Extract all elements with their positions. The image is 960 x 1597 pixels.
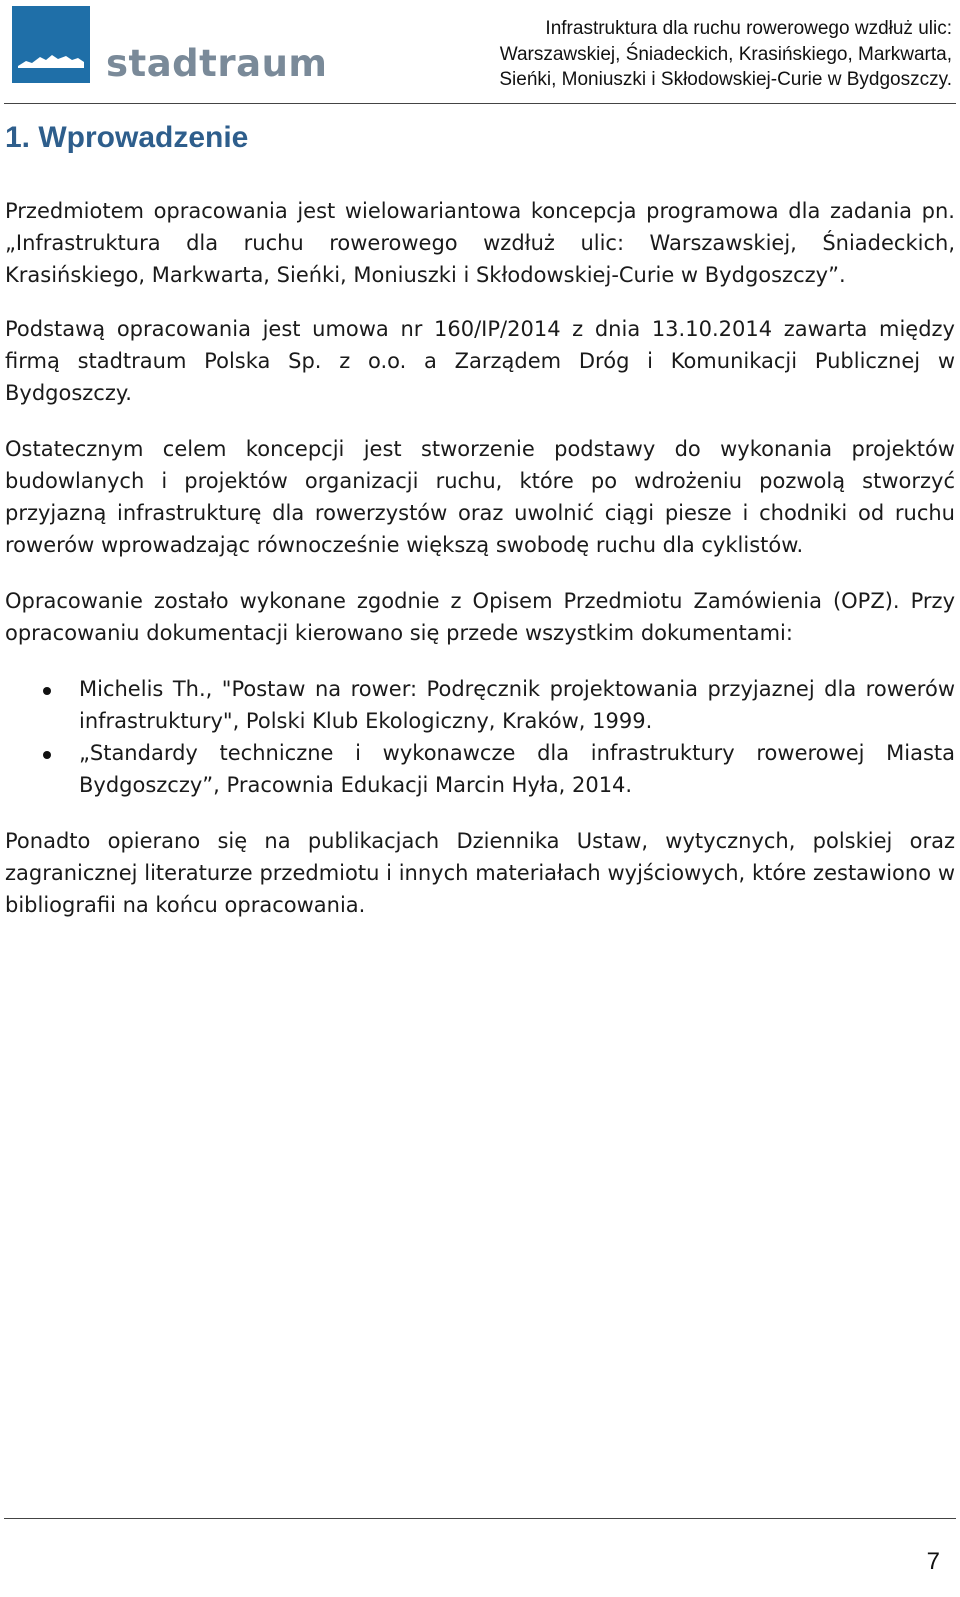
section-heading: 1. Wprowadzenie — [5, 121, 249, 154]
list-item-text: Michelis Th., "Postaw na rower: Podręcznik projektowania przyjaznej dla rowerów infrastruktury", Polski Klub Ekologiczny, Kraków, 1999. — [79, 677, 955, 733]
bullet-icon — [43, 687, 51, 695]
page-header — [0, 0, 960, 105]
title-line: Sieńki, Moniuszki i Skłodowskiej-Curie w Bydgoszczy. — [499, 69, 952, 90]
paragraph-subject: Przedmiotem opracowania jest wielowariantowa koncepcja programowa dla zadania pn. „Infrastruktura dla ruchu rowerowego wzdłuż ulic: Warszawskiej, Śniadeckich, Krasińskiego, Markwarta, Sieńki, Moniuszki i Skłodowskiej-Curie w Bydgoszczy”. — [5, 199, 955, 287]
paragraph-goal: Ostatecznym celem koncepcji jest stworzenie podstawy do wykonania projektów budowlanych i projektów organizacji ruchu, które po wdrożeniu pozwolą stworzyć przyjazną infrastrukturę dla rowerzystów oraz uwolnić ciągi piesze i chodniki od ruchu rowerów wprowadzając równocześnie większą swobodę ruchu dla cyklistów. — [5, 437, 955, 557]
page-content — [5, 118, 955, 921]
header-divider — [4, 103, 956, 104]
list-item — [5, 673, 955, 737]
title-line: Warszawskiej, Śniadeckich, Krasińskiego, Markwarta, — [499, 43, 952, 65]
page-number: 7 — [926, 1548, 940, 1575]
stadtraum-logo-icon — [12, 6, 90, 83]
logo-wordmark: stadtraum — [106, 42, 328, 85]
list-item-text: „Standardy techniczne i wykonawcze dla infrastruktury rowerowej Miasta Bydgoszczy”, Pracownia Edukacji Marcin Hyła, 2014. — [79, 741, 955, 797]
paragraph-closing: Ponadto opierano się na publikacjach Dziennika Ustaw, wytycznych, polskiej oraz zagranicznej literaturze przedmiotu i innych materiałach wyjściowych, które zestawiono w bibliografii na końcu opracowania. — [5, 829, 955, 917]
document-title — [412, 16, 952, 93]
paragraph-compliance: Opracowanie zostało wykonane zgodnie z Opisem Przedmiotu Zamówienia (OPZ). Przy opracowaniu dokumentacji kierowano się przede wszystkim dokumentami: — [5, 589, 955, 645]
footer-divider — [4, 1518, 956, 1519]
bullet-icon — [43, 751, 51, 759]
reference-list — [5, 673, 955, 801]
paragraph-basis: Podstawą opracowania jest umowa nr 160/IP/2014 z dnia 13.10.2014 zawarta między firmą stadtraum Polska Sp. z o.o. a Zarządem Dróg i Komunikacji Publicznej w Bydgoszczy. — [5, 317, 955, 405]
list-item — [5, 737, 955, 801]
title-line: Infrastruktura dla ruchu rowerowego wzdłuż ulic: — [545, 18, 952, 39]
